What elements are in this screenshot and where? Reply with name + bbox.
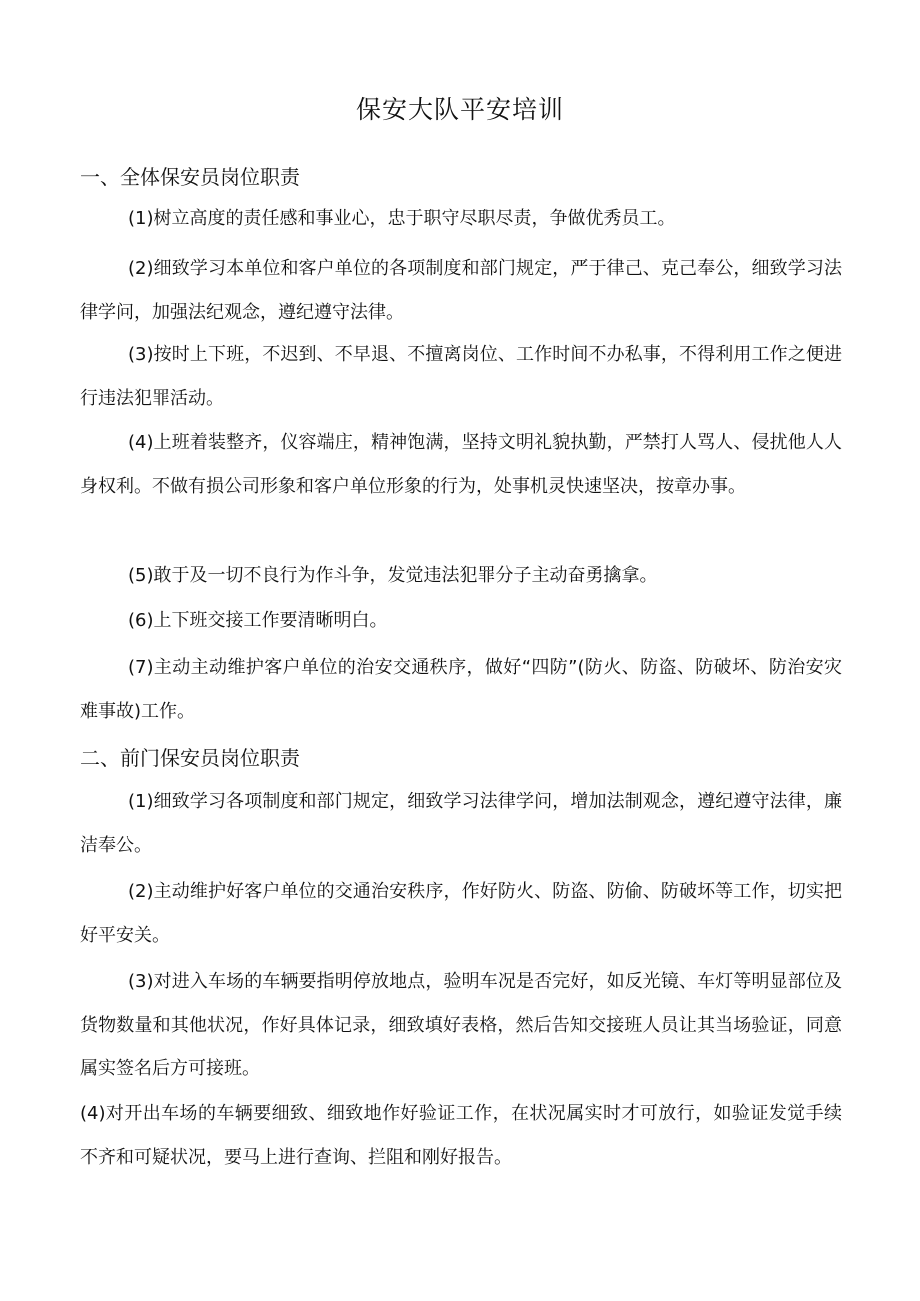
paragraph: (3)对进入车场的车辆要指明停放地点，验明车况是否完好，如反光镜、车灯等明显部位及货物数量和其他状况，作好具体记录，细致填好表格，然后告知交接班人员让其当场验证，同意属实签名后方可接班。 (80, 971, 842, 1080)
paragraph: (3)按时上下班，不迟到、不早退、不擅离岗位、工作时间不办私事，不得利用工作之便进行违法犯罪活动。 (80, 344, 842, 409)
paragraph: (2)细致学习本单位和客户单位的各项制度和部门规定，严于律己、克己奉公，细致学习法律学问，加强法纪观念，遵纪遵守法律。 (80, 258, 842, 323)
paragraph: (7)主动主动维护客户单位的治安交通秩序，做好“四防”(防火、防盗、防破坏、防治安灾难事故)工作。 (80, 657, 842, 722)
paragraph: (2)主动维护好客户单位的交通治安秩序，作好防火、防盗、防偷、防破坏等工作，切实把好平安关。 (80, 881, 842, 946)
section-heading-2: 二、前门保安员岗位职责 (80, 746, 300, 770)
paragraph: (4)对开出车场的车辆要细致、细致地作好验证工作，在状况属实时才可放行，如验证发觉手续不齐和可疑状况，要马上进行查询、拦阻和刚好报告。 (80, 1103, 842, 1168)
paragraph: (6)上下班交接工作要清晰明白。 (128, 610, 388, 631)
paragraph: (1)树立高度的责任感和事业心，忠于职守尽职尽责，争做优秀员工。 (128, 208, 676, 229)
paragraph: (4)上班着装整齐，仪容端庄，精神饱满，坚持文明礼貌执勤，严禁打人骂人、侵扰他人人身权利。不做有损公司形象和客户单位形象的行为，处事机灵快速坚决，按章办事。 (80, 432, 842, 497)
section-heading-1: 一、全体保安员岗位职责 (80, 165, 300, 189)
paragraph: (5)敢于及一切不良行为作斗争，发觉违法犯罪分子主动奋勇擒拿。 (128, 565, 658, 586)
document-title: 保安大队平安培训 (355, 95, 564, 124)
paragraph: (1)细致学习各项制度和部门规定，细致学习法律学问，增加法制观念，遵纪遵守法律，廉洁奉公。 (80, 791, 842, 856)
